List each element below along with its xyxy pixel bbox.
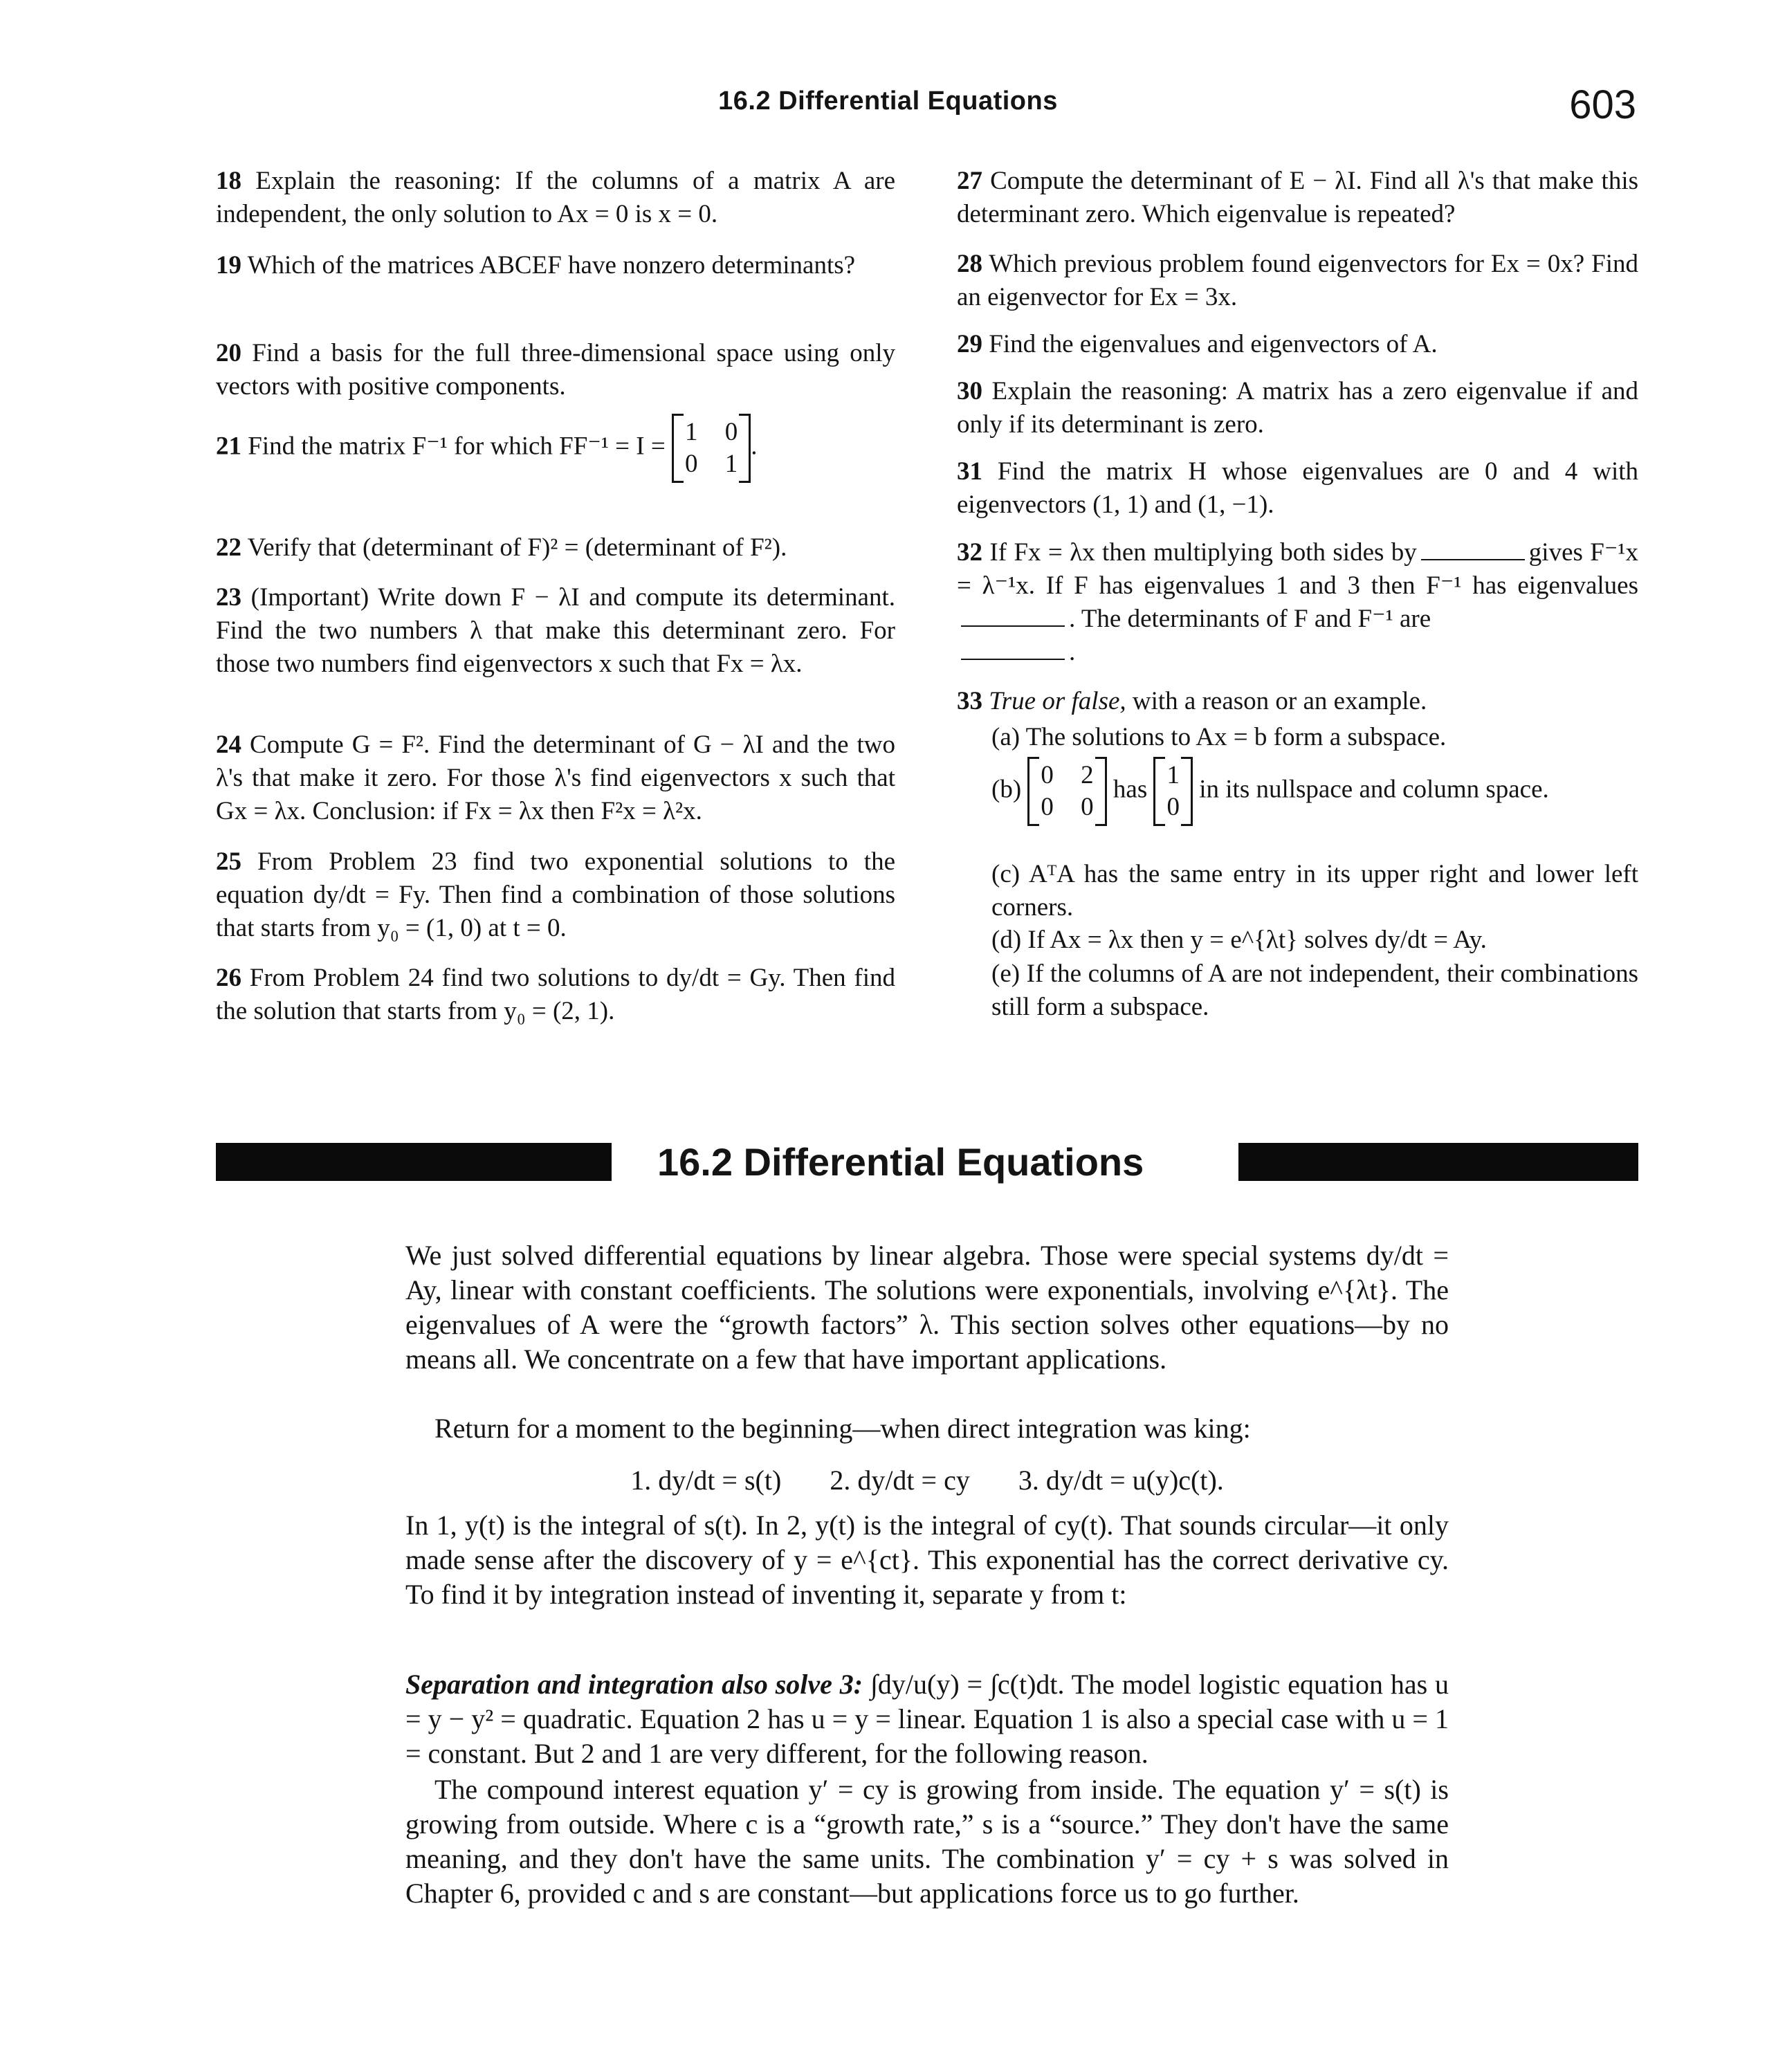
tf-item-a: (a) The solutions to Ax = b form a subspace. — [991, 723, 1447, 751]
problem-text: (Important) Write down F − λI and compute its determinant. Find the two numbers λ that make this determinant zero. For those two numbers find eigenvectors x such that Fx = λx. — [216, 583, 895, 678]
problem-31 — [957, 455, 1638, 522]
problem-number: 32 — [957, 538, 982, 567]
problem-18 — [216, 165, 895, 231]
answer-blank — [961, 625, 1065, 627]
problem-number: 24 — [216, 731, 241, 759]
matrix-row: 0 2 — [1041, 761, 1094, 789]
problem-number: 30 — [957, 377, 982, 405]
problem-23 — [216, 581, 895, 681]
problem-number: 23 — [216, 583, 241, 612]
problem-text: Verify that (determinant of F)² = (determinant of F²). — [247, 533, 787, 562]
tf-item-label: (b) — [991, 775, 1022, 804]
problem-text: Compute the determinant of E − λI. Find all λ's that make this determinant zero. Which eigenvalue is repeated? — [957, 167, 1639, 228]
problem-text: Explain the reasoning: A matrix has a zero eigenvalue if and only if its determinant is zero. — [957, 377, 1639, 439]
problem-30 — [957, 375, 1638, 441]
paragraph-return: Return for a moment to the beginning—when direct integration was king: — [434, 1413, 1251, 1444]
problem-27 — [957, 165, 1638, 231]
page-number: 603 — [1569, 82, 1636, 127]
problem-text: From Problem 24 find two solutions to dy/dt = Gy. Then find the solution that starts from y₀ = (2, 1). — [216, 964, 895, 1025]
matrix-b — [1027, 757, 1106, 826]
problem-text: Find the matrix H whose eigenvalues are 0 and 4 with eigenvectors (1, 1) and (1, −1). — [957, 457, 1639, 519]
problem-21: 21 Find the matrix F⁻¹ for which FF⁻¹ = I = 1 0 0 1 . — [216, 414, 895, 483]
problem-number: 26 — [216, 964, 241, 992]
vector-b — [1153, 757, 1193, 826]
heading-bar-left — [216, 1143, 612, 1181]
answer-blank — [961, 659, 1065, 660]
problem-text: with a reason or an example. — [1132, 687, 1427, 715]
problem-number: 28 — [957, 250, 982, 278]
problem-22 — [216, 531, 895, 565]
matrix-row: 0 1 — [685, 450, 738, 478]
tf-item-d: (d) If Ax = λx then y = e^{λt} solves dy/dt = Ay. — [991, 926, 1487, 954]
problem-32 — [957, 536, 1638, 669]
matrix-row: 0 — [1166, 793, 1180, 821]
problem-number: 21 — [216, 432, 241, 461]
equation-2: 2. dy/dt = cy — [830, 1465, 970, 1496]
matrix-row: 0 0 — [1041, 793, 1094, 821]
problem-text: Find a basis for the full three-dimensional space using only vectors with positive components. — [216, 339, 896, 401]
problem-text: Find the matrix F⁻¹ for which FF⁻¹ = I = — [248, 432, 666, 461]
problem-text: Which of the matrices ABCEF have nonzero determinants? — [247, 251, 856, 279]
problem-25 — [216, 845, 895, 945]
problem-number: 33 — [957, 687, 982, 715]
answer-blank — [1421, 559, 1525, 560]
problem-29 — [957, 328, 1638, 361]
problem-text: Explain the reasoning: If the columns of a matrix A are independent, the only solution to Ax = 0 is x = 0. — [216, 167, 896, 228]
identity-matrix — [672, 414, 751, 483]
true-or-false-label: True or false, — [989, 687, 1126, 715]
problem-number: 31 — [957, 457, 982, 486]
problem-number: 29 — [957, 330, 982, 358]
problem-text-part: . — [1069, 638, 1076, 666]
problem-number: 25 — [216, 847, 241, 876]
problem-text: Which previous problem found eigenvectors for Ex = 0x? Find an eigenvector for Ex = 3x. — [957, 250, 1638, 311]
tf-item-c: (c) AᵀA has the same entry in its upper right and lower left corners. — [991, 860, 1638, 922]
problem-19 — [216, 249, 895, 282]
section-title: 16.2 Differential Equations — [657, 1140, 1144, 1184]
separation-lead: Separation and integration also solve 3: — [405, 1669, 863, 1700]
paragraph-separation — [405, 1667, 1449, 1771]
tf-item-b — [957, 757, 1638, 826]
problem-number: 27 — [957, 167, 982, 195]
problem-text-part: If Fx = λx then multiplying both sides by — [989, 538, 1417, 567]
problem-33 — [957, 685, 1638, 718]
problem-number: 22 — [216, 533, 241, 562]
equation-line — [405, 1463, 1449, 1498]
paragraph-intro: We just solved differential equations by linear algebra. Those were special systems dy/dt = Ay, linear with constant coefficients. The solutions were exponentials, involving e^{λt}. The eigenvalues of A were the “growth factors” λ. This section solves other equations—by no means all. We concentrate on a few that have important applications. — [405, 1240, 1449, 1375]
problem-28 — [957, 248, 1638, 314]
matrix-row: 1 — [1166, 761, 1180, 789]
matrix-row: 1 0 — [685, 418, 738, 446]
problem-24 — [216, 728, 895, 828]
problem-number: 20 — [216, 339, 241, 367]
tf-text: in its nullspace and column space. — [1199, 775, 1549, 804]
running-head: 16.2 Differential Equations — [718, 86, 1058, 116]
problem-20 — [216, 337, 895, 403]
paragraph-compound: The compound interest equation y′ = cy is growing from inside. The equation y′ = s(t) is growing from outside. Where c is a “growth rate,” s is a “source.” They don't have the same meaning, and they don't have the same units. The combination y′ = cy + s was solved in Chapter 6, provided c and s are constant—but applications force us to go further. — [405, 1774, 1449, 1909]
tf-text: has — [1113, 775, 1148, 804]
problem-26 — [216, 962, 895, 1028]
paragraph-integration: In 1, y(t) is the integral of s(t). In 2, y(t) is the integral of cy(t). That sounds circular—it only made sense after the discovery of y = e^{ct}. This exponential has the correct derivative cy. To find it by integration instead of inventing it, separate y from t: — [405, 1510, 1449, 1610]
heading-bar-right — [1238, 1143, 1638, 1181]
problem-text-part: gives F⁻¹x = λ⁻¹x. If F has eigenvalues 1 and 3 then F⁻¹ has eigenvalues — [957, 538, 1638, 600]
equation-1: 1. dy/dt = s(t) — [630, 1465, 782, 1496]
problem-text-part: . The determinants of F and F⁻¹ are — [1069, 605, 1431, 633]
equation-3: 3. dy/dt = u(y)c(t). — [1018, 1465, 1224, 1496]
problem-text: Compute G = F². Find the determinant of G − λI and the two λ's that make it zero. For those λ's find eigenvectors x such that Gx = λx. Conclusion: if Fx = λx then F²x = λ²x. — [216, 731, 896, 825]
problem-number: 19 — [216, 251, 241, 279]
tf-item-e: (e) If the columns of A are not independent, their combinations still form a subspace. — [991, 960, 1638, 1021]
problem-text: From Problem 23 find two exponential solutions to the equation dy/dt = Fy. Then find a combination of those solutions that starts from y₀ = (1, 0) at t = 0. — [216, 847, 895, 942]
problem-text: Find the eigenvalues and eigenvectors of A. — [989, 330, 1438, 358]
separation-rest: ∫dy/u(y) = ∫c(t)dt. The model logistic equation has u = y − y² = quadratic. Equation 2 has u = y = linear. Equation 1 is also a special case with u = 1 = constant. But 2 and 1 are very different, for the following reason. — [405, 1669, 1449, 1769]
problem-number: 18 — [216, 167, 241, 195]
